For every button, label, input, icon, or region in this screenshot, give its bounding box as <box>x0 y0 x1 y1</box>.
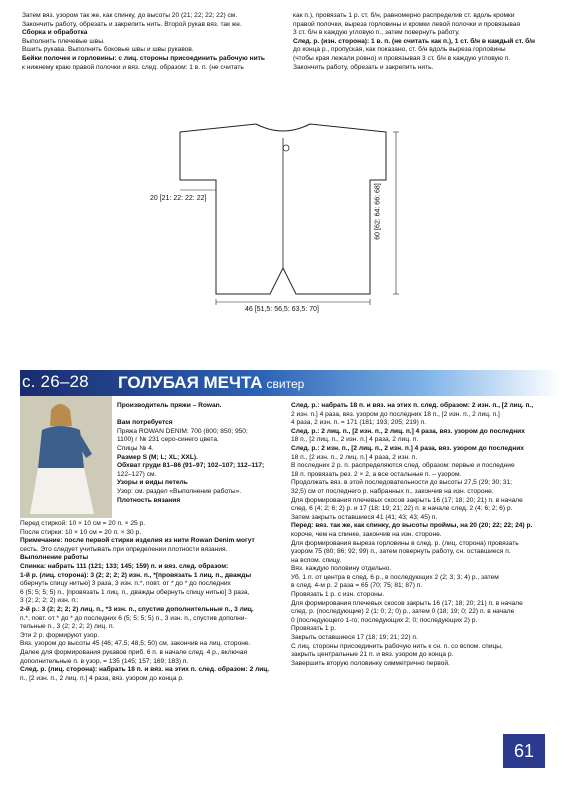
text-line: 18 п. провязать рез. 2 × 2, а все остальные п. – узором. <box>291 470 462 478</box>
text-line: Вшить рукава. Выполнить боковые швы и швы рукавов. <box>22 46 194 54</box>
text-line: Провязать 1 р. <box>291 625 336 633</box>
text-line: короче, чем на спинке, закончив на изн. стороне. <box>291 530 442 538</box>
instructions-right-column <box>291 402 557 668</box>
text-line: на вспом. спицу. <box>291 556 342 564</box>
text-line: Эти 2 р. формируют узор. <box>20 631 100 639</box>
text-line: С лиц. стороны присоединить рабочую нить к сн. п. со вспом. спицы, <box>291 642 503 650</box>
text-line: Примечание: после первой стирки изделия из нити Rowan Denim могут <box>20 537 255 545</box>
text-line: 2 изн. п.] 4 раза, вяз. узором до последних 18 п., [2 изн. п., 2 лиц. п.] <box>291 410 500 418</box>
text-line: 1-й р. (лиц. сторона): 3 (2; 2; 2; 2) изн. п., *[провязать 1 лиц. п., дважды <box>20 571 252 579</box>
title-subtitle: свитер <box>266 377 305 391</box>
text-line: до конца р., пропуская, как показано, ст. б/н вдоль выреза горловины <box>293 46 506 54</box>
text-line: Вяз. узором до высоты 45 (46; 47,5; 48,5; 50) см, закончив на лиц. стороне. <box>20 640 251 648</box>
text-line: Узоры и виды петель <box>117 479 188 487</box>
text-line: След. р.: 2 лиц. п., [2 изн. п., 2 лиц. п.] 4 раза, вяз. узором до последних <box>291 427 525 435</box>
width-dimension-label: 46 [51,5: 56,5: 63,5: 70] <box>245 306 319 313</box>
text-line: Для формирования плечевых скосов закрыть 16 (17; 18; 20; 21) п. в начале <box>291 496 523 504</box>
text-line: 0 (последующего 1-го; последующих 2; 0; последующих 2) р. <box>291 616 478 624</box>
text-line: Плотность вязания <box>117 496 181 504</box>
text-line: дополнительные п. в узор, = 135 (145; 157; 169; 183) п. <box>20 657 189 665</box>
materials-column <box>117 402 282 505</box>
text-line: 18 п., [2 изн. п., 2 лиц. п.] 4 раза, 2 изн. п. <box>291 453 418 461</box>
text-line: Перед стиркой: 10 × 10 см = 20 п. × 25 р. <box>20 520 146 527</box>
text-line: Спицы № 4. <box>117 444 154 452</box>
text-line: Сборка и обработка <box>22 29 88 37</box>
text-line: Для формирования выреза горловины в след. р. (лиц. сторона) провязать <box>291 539 519 547</box>
text-line: Выполнить плечевые швы. <box>22 37 105 45</box>
text-line: 32,5) см от последнего р. набранных п., закончив на изн. стороне. <box>291 487 494 495</box>
text-line: Производитель пряжи – Rowan. <box>117 402 222 409</box>
page-number: 61 <box>503 734 545 768</box>
text-line: п., [2 изн. п., 2 лиц. п.] 4 раза, вяз. узором до конца р. <box>20 674 184 682</box>
text-line: Узор: см. раздел «Выполнение работы». <box>117 487 242 495</box>
text-line: 18 п., [2 лиц. п., 2 изн. п.] 4 раза, 2 лиц. п. <box>291 436 419 444</box>
text-line: узором 75 (80; 86; 92; 99) п., затем повернуть работу, сн. оставшиеся п. <box>291 548 511 556</box>
text-line: к нижнему краю правой полочки и вяз. след. образом: 1 в. п. (не считать <box>22 63 244 71</box>
garment-schematic <box>150 112 420 324</box>
text-line: В последних 2 р. п. распределяются след. образом: первые и последние <box>291 462 515 470</box>
text-line: (чтобы края лежали ровно) и провязывая 3 ст. б/н в каждую угловую п. <box>293 54 511 62</box>
text-line: сесть. Это следует учитывать при определении плотности вязания. <box>20 545 228 553</box>
text-line: Выполнение работы <box>20 554 89 562</box>
text-line <box>117 411 282 420</box>
text-line: след. р. (последующие) 2 (1; 0; 2; 0) р., затем 0 (18; 19; 0; 22) п. в начале <box>291 608 515 616</box>
text-line: Перед: вяз. так же, как спинку, до высоты проймы, на 20 (20; 22; 22; 24) р. <box>291 522 533 530</box>
text-line: След. р.: набрать 18 п. и вяз. на этих п. след. образом: 2 изн. п., [2 лиц. п., <box>291 402 534 409</box>
text-line: След. р. (лиц. сторона): набрать 18 п. и вяз. на этих п. след. образом: 2 лиц. <box>20 666 270 674</box>
text-line: тельные п., 3 (2; 2; 2; 2) лиц. п. <box>20 623 115 631</box>
text-line: Обхват груди 81–86 (91–97; 102–107; 112–117; <box>117 462 265 470</box>
text-line: Далее для формирования рукавов приб. 6 п. в начале след. 4 р., включая <box>20 648 248 656</box>
text-line: След. р. (изн. сторона): 1 в. п. (не считать как п.), 1 ст. б/н в каждый ст. б/н <box>293 37 536 45</box>
text-line: 3 (2; 2; 2; 2) изн. п.; <box>20 597 79 605</box>
text-line: Для формирования плечевых скосов закрыть 16 (17; 18; 20; 21) п. в начале <box>291 599 523 607</box>
page-reference: с. 26–28 <box>22 372 89 391</box>
top-right-text <box>293 12 555 72</box>
text-line: Размер S (M; L; XL; XXL). <box>117 453 198 461</box>
text-line: Спинка: набрать 111 (121; 133; 145; 159) п. и вяз. след. образом: <box>20 562 229 570</box>
text-line: 2-й р.: 3 (2; 2; 2; 2) лиц. п., *3 изн. п., спустив дополнительные п., 3 лиц. <box>20 605 254 613</box>
model-photo <box>20 396 112 518</box>
height-dimension-label: 60 [62: 64: 66: 68] <box>374 183 382 240</box>
text-line: в след. 4-м р. 2 раза = 65 (70; 75; 81; 87) п. <box>291 582 423 590</box>
text-line: Вам потребуется <box>117 419 173 427</box>
title-text: ГОЛУБАЯ МЕЧТА <box>118 373 263 392</box>
text-line: Бейки полочек и горловины: с лиц. стороны присоединить рабочую нить <box>22 54 265 62</box>
text-line: Закончить работу, обрезать и закрепить нить. <box>293 63 434 71</box>
text-line: 4 раза, 2 изн. п. = 171 (181; 193; 205; 219) п. <box>291 419 426 427</box>
text-line: Закрыть оставшиеся 17 (18; 19; 21; 22) п. <box>291 634 418 642</box>
model-illustration <box>20 396 112 518</box>
text-line: п.*, повт. от * до * до последних 6 (5; 5; 5; 5) п., 3 изн. п., спустив дополни- <box>20 614 247 622</box>
text-line: обернуть спицу нитью] 3 раза, 3 изн. п.*, повт. от * до * до последних <box>20 580 231 588</box>
text-line: Уб. 1 п. от центра в след. 6 р., в последующих 2 (2; 3; 3; 4) р., затем <box>291 573 499 581</box>
text-line: 1100) г № 231 серо-синего цвета. <box>117 436 219 444</box>
text-line: Затем вяз. узором так же, как спинку, до высоты 20 (21; 22; 22; 22) см. <box>22 12 238 19</box>
instructions-left-column <box>20 520 283 683</box>
text-line: правой полочки, выреза горловины и кромки левой полочки и провязывая <box>293 20 521 28</box>
sleeve-dimension-label: 20 [21: 22: 22: 22] <box>150 195 207 202</box>
text-line: 122–127) см. <box>117 470 157 478</box>
text-line: Продолжать вяз. в этой последовательности до высоты 27,5 (29; 30; 31; <box>291 479 513 487</box>
text-line: след. 6 (4; 2; 6; 2) р. и 17 (18; 19; 21; 22) п. в начале след. 2 (4; 6; 2; 6) р. <box>291 505 513 513</box>
text-line: 6 (5; 5; 5; 5) п., [провязать 1 лиц. п., дважды обернуть спицу нитью] 3 раза, <box>20 588 250 596</box>
text-line: Закончить работу, обрезать и закрепить нить. Второй рукав вяз. так же. <box>22 20 242 28</box>
pattern-title <box>118 373 304 393</box>
text-line: закрыть центральные 21 п. и вяз. узором до конца р. <box>291 651 454 659</box>
text-line: Вяз. каждую половину отдельно. <box>291 565 392 573</box>
text-line: После стирки: 10 × 10 см = 20 п. × 30 р. <box>20 528 142 536</box>
text-line: Затем закрыть оставшиеся 41 (41; 43; 43; 45) п. <box>291 513 438 521</box>
text-line: Пряжа ROWAN DENIM: 700 (800; 850; 950; <box>117 427 248 435</box>
text-line: как п.), провязать 1 р. ст. б/н, равномерно распределив ст. вдоль кромки <box>293 12 515 19</box>
text-line: 3 ст. б/н в каждую угловую п., затем повернуть работу. <box>293 29 460 37</box>
text-line: Завершить вторую половинку симметрично первой. <box>291 659 450 667</box>
text-line: Провязать 1 р. с изн. стороны. <box>291 591 385 599</box>
top-left-text <box>22 12 284 72</box>
text-line: След. р.: 2 изн. п., [2 лиц. п., 2 изн. п.] 4 раза, вяз. узором до последних <box>291 444 524 452</box>
